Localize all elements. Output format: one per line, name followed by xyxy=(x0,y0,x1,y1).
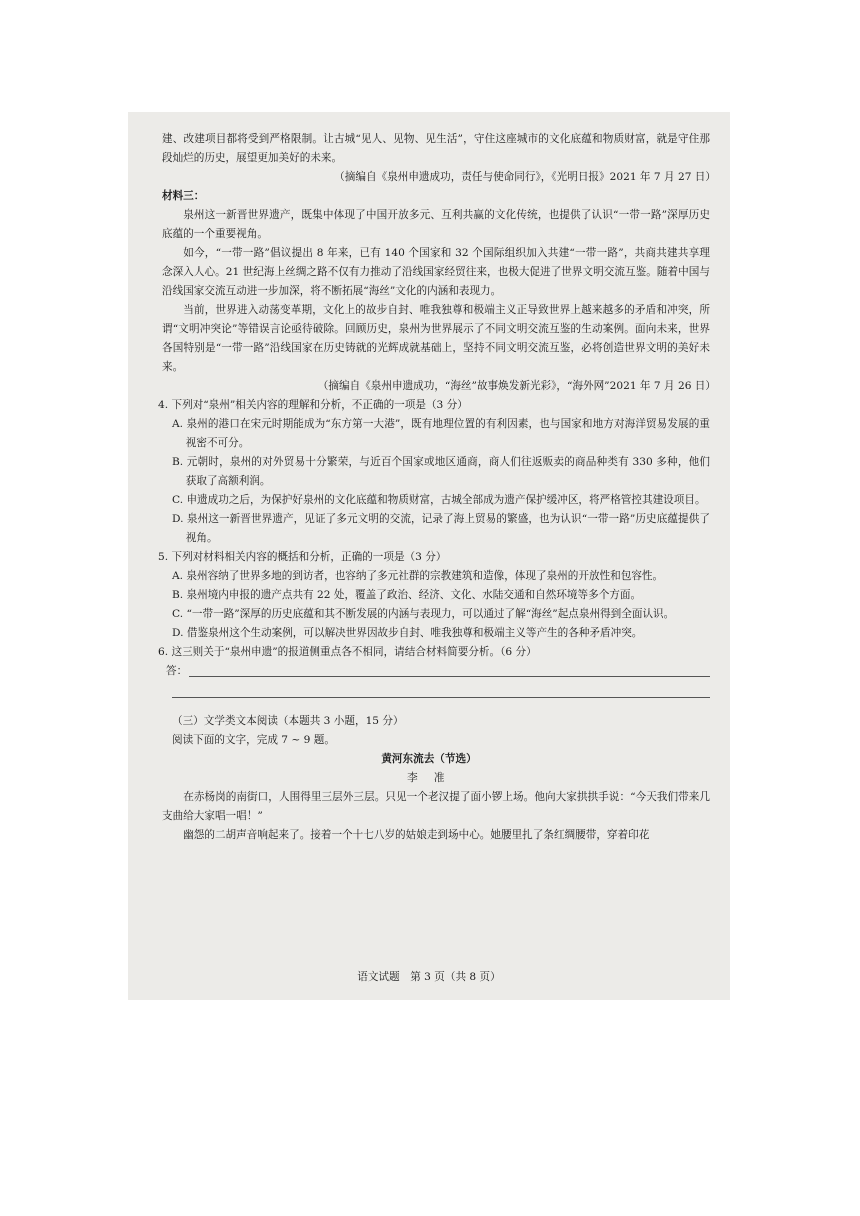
question-4-stem: 4. 下列对“泉州”相关内容的理解和分析，不正确的一项是（3 分） xyxy=(158,399,468,411)
source-citation: （摘编自《泉州申遗成功，责任与使命同行》，《光明日报》2021 年 7 月 27 日） xyxy=(334,171,716,183)
paragraph: 泉州这一新晋世界遗产，既集中体现了中国开放多元、互利共赢的文化传统，也提供了认识“一带一路”深厚历史底蕴的一个重要视角。 xyxy=(162,209,710,240)
scanned-exam-page xyxy=(128,112,730,1000)
page-footer: 语文试题 第 3 页（共 8 页） xyxy=(357,971,501,983)
answer-line[interactable] xyxy=(172,681,710,698)
question-5-option-a: A. 泉州容纳了世界多地的到访者，也容纳了多元社群的宗教建筑和造像，体现了泉州的开放性和包容性。 xyxy=(172,570,664,582)
source-citation: （摘编自《泉州申遗成功，“海丝”故事焕发新光彩》，“海外网”2021 年 7 月 26 日） xyxy=(317,380,716,392)
section-heading: （三）文学类文本阅读（本题共 3 小题，15 分） xyxy=(172,715,404,727)
question-4-option-d: D. 泉州这一新晋世界遗产，见证了多元文明的交流，记录了海上贸易的繁盛，也为认识“一带一路”历史底蕴提供了视角。 xyxy=(172,513,710,544)
paragraph: 如今，“一带一路”倡议提出 8 年来，已有 140 个国家和 32 个国际组织加入共建“一带一路”，共商共建共享理念深入人心。21 世纪海上丝绸之路不仅有力推动了沿线国家经贸往来，也极大促进了世界文明交流互鉴。随着中国与沿线国家交流互动进一步加深，将不断拓展“海丝”文化的内涵和表现力。 xyxy=(162,247,710,297)
answer-label: 答： xyxy=(166,665,188,677)
passage-author: 李 准 xyxy=(407,772,451,784)
question-4-option-c: C. 申遗成功之后，为保护好泉州的文化底蕴和物质财富，古城全部成为遗产保护缓冲区，将严格管控其建设项目。 xyxy=(172,494,706,506)
paragraph: 幽怨的二胡声音响起来了。接着一个十七八岁的姑娘走到场中心。她腰里扎了条红绸腰带，穿着印花 xyxy=(183,829,650,841)
question-4-option-a: A. 泉州的港口在宋元时期能成为“东方第一大港”，既有地理位置的有利因素，也与国家和地方对海洋贸易发展的重视密不可分。 xyxy=(172,418,710,449)
question-4-option-b: B. 元朝时，泉州的对外贸易十分繁荣，与近百个国家或地区通商，商人们往返贩卖的商品种类有 330 多种，他们获取了高额利润。 xyxy=(172,456,710,487)
passage-title: 黄河东流去（节选） xyxy=(381,753,477,765)
question-6-stem: 6. 这三则关于“泉州申遗”的报道侧重点各不相同，请结合材料简要分析。（6 分） xyxy=(158,646,537,658)
reading-instruction: 阅读下面的文字，完成 7 ~ 9 题。 xyxy=(172,734,335,746)
question-5-option-c: C. “一带一路”深厚的历史底蕴和其不断发展的内涵与表现力，可以通过了解“海丝”起点泉州得到全面认识。 xyxy=(172,608,675,620)
answer-area[interactable] xyxy=(166,662,710,681)
paragraph-continued: 建、改建项目都将受到严格限制。让古城“见人、见物、见生活”，守住这座城市的文化底蕴和物质财富，就是守住那段灿烂的历史，展望更加美好的未来。 xyxy=(162,133,710,164)
answer-line[interactable] xyxy=(189,676,710,677)
paragraph: 当前，世界进入动荡变革期，文化上的故步自封、唯我独尊和极端主义正导致世界上越来越多的矛盾和冲突，所谓“文明冲突论”等错误言论亟待破除。回顾历史，泉州为世界展示了不同文明交流互鉴的生动案例。面向未来，世界各国特别是“一带一路”沿线国家在历史铸就的光辉成就基础上，坚持不同文明交流互鉴，必将创造世界文明的美好未来。 xyxy=(162,304,710,373)
paragraph: 在赤杨岗的南街口，人围得里三层外三层。只见一个老汉提了面小锣上场。他向大家拱拱手说：“今天我们带来几支曲给大家唱一唱！” xyxy=(162,791,710,822)
material-three-heading: 材料三： xyxy=(162,190,205,202)
question-5-option-d: D. 借鉴泉州这个生动案例，可以解决世界因故步自封、唯我独尊和极端主义等产生的各种矛盾冲突。 xyxy=(172,627,643,639)
question-5-stem: 5. 下列对材料相关内容的概括和分析，正确的一项是（3 分） xyxy=(158,551,447,563)
question-5-option-b: B. 泉州境内申报的遗产点共有 22 处，覆盖了政治、经济、文化、水陆交通和自然环境等多个方面。 xyxy=(172,589,642,601)
